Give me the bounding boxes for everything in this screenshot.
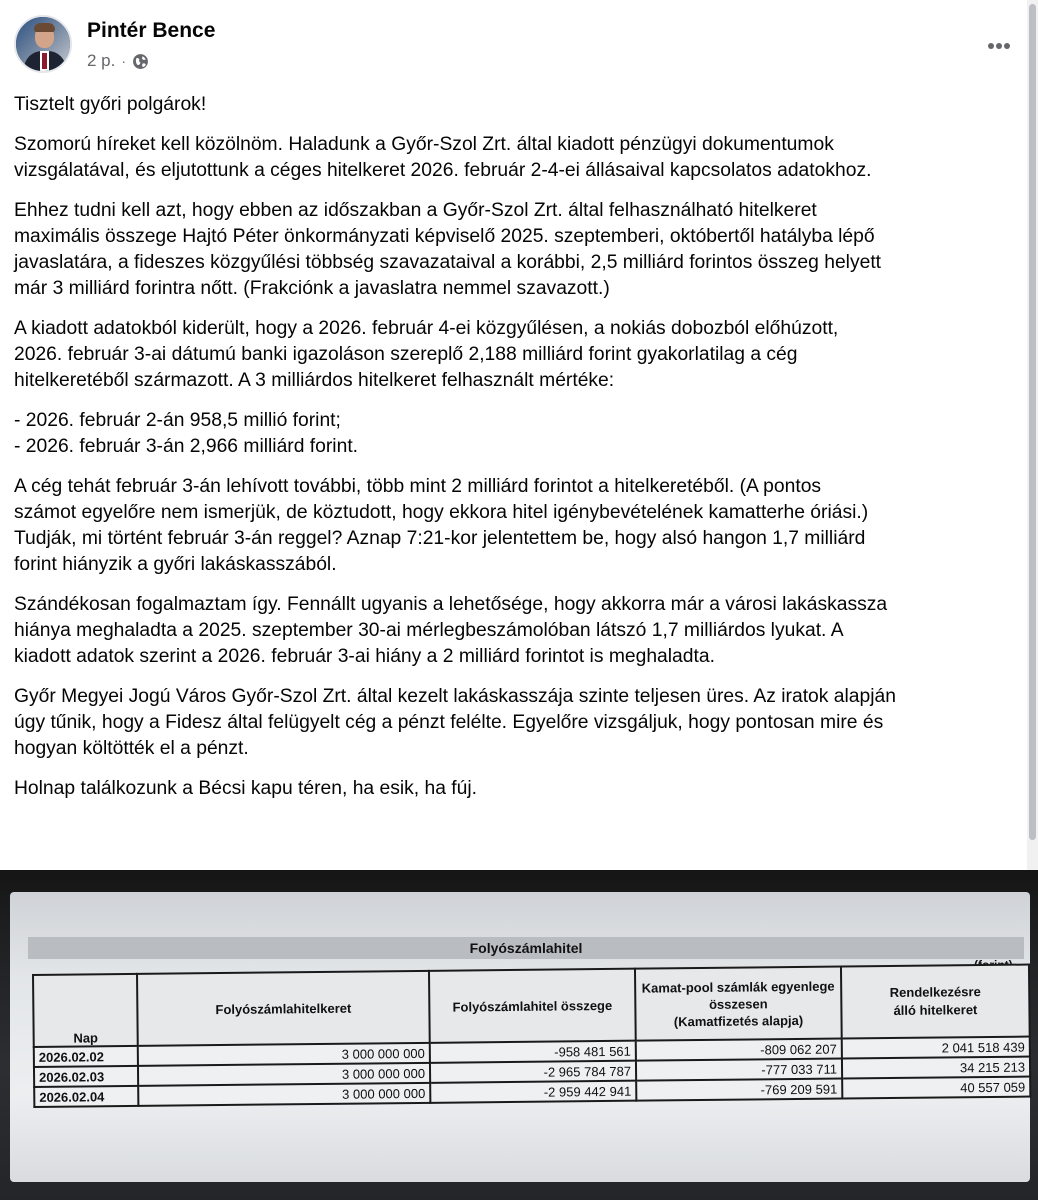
more-icon[interactable] [984,36,1014,56]
post-text [14,92,1019,816]
post-paragraph [14,92,1019,118]
cell-limit: 3 000 000 000 [138,1063,430,1086]
scrollbar[interactable] [1027,0,1038,870]
header-available [841,965,1030,1039]
post-text-line: - 2026. február 2-án 958,5 millió forint; [14,410,341,431]
cell-day: 2026.02.04 [34,1086,138,1107]
header-pool [635,967,842,1041]
header-available-line2: álló hitelkeret [893,1002,978,1018]
credit-table [32,964,1031,1108]
cell-pool: -769 209 591 [636,1079,842,1101]
table-title: Folyószámlahitel [28,937,1024,959]
header-day: Nap [33,974,138,1047]
post-text-line: javaslatára, a fideszes közgyűlési többség szavazataival a korábbi, 2,5 milliárd forintos összeg helyett [14,252,882,273]
post-paragraph [14,132,1019,184]
post-text-line: Szomorú híreket kell közölnöm. Haladunk a Győr-Szol Zrt. által kiadott pénzügyi dokumentumok [14,134,834,155]
header-pool-line3: (Kamatfizetés alapja) [673,1012,804,1029]
post-text-line: forint hiányzik a győri lakáskasszából. [14,554,337,575]
post-text-line: Szándékosan fogalmaztam így. Fennállt ugyanis a lehetősége, hogy akkorra már a városi lakáskassza [14,594,888,615]
cell-balance: -2 965 784 787 [430,1061,636,1083]
post-paragraph [14,316,1019,394]
cell-limit: 3 000 000 000 [138,1083,430,1106]
cell-day: 2026.02.03 [34,1066,138,1087]
cell-limit: 3 000 000 000 [138,1043,430,1066]
scrollbar-thumb[interactable] [1029,4,1036,840]
post-text-line: már 3 milliárd forintra nőtt. (Frakciónk a javaslatra nemmel szavazott.) [14,278,610,299]
globe-icon[interactable] [132,53,149,70]
post-text-line: Tudják, mi történt február 3-án reggel? Aznap 7:21-kor jelentettem be, hogy alsó hangon 1,7 milliárd [14,528,866,549]
post-text-line: hitelkeretéből származott. A 3 milliárdos hitelkeret felhasznált mértéke: [14,370,615,391]
post-text-line: hogyan költötték el a pénzt. [14,738,249,759]
post-paragraph [14,592,1019,670]
post-text-line: vizsgálatával, és eljutottunk a céges hitelkeret 2026. február 2-4-ei állásaival kapcsolatos adatokhoz. [14,160,872,181]
cell-pool: -809 062 207 [636,1039,842,1061]
post-paragraph [14,198,1019,302]
post-text-line: Tisztelt győri polgárok! [14,94,207,115]
post-paragraph [14,474,1019,578]
post-text-line: Holnap találkozunk a Bécsi kapu téren, ha esik, ha fúj. [14,778,478,799]
post-text-line: A cég tehát február 3-án lehívott további, több mint 2 milliárd forintot a hitelkeretéből. (A pontos [14,476,822,497]
cell-pool: -777 033 711 [636,1059,842,1081]
post-text-line: úgy tűnik, hogy a Fidesz által felügyelt cég a pénzt felélte. Egyelőre vizsgáljuk, hogy pontosan mire és [14,712,884,733]
meta-separator: · [121,53,127,69]
post-timestamp[interactable]: 2 p. [87,51,116,70]
cell-balance: -2 959 442 941 [430,1081,636,1103]
table-header-row [33,965,1030,1047]
post-text-line: hiánya meghaladta a 2025. szeptember 30-ai mérlegbeszámolóban látszó 1,7 milliárdos lyukat. A [14,620,844,641]
cell-available: 34 215 213 [842,1057,1030,1079]
cell-day: 2026.02.02 [34,1046,138,1067]
post-text-line: A kiadott adatokból kiderült, hogy a 2026. február 4-ei közgyűlésen, a nokiás dobozból előhúzott, [14,318,839,339]
post-text-line: maximális összege Hajtó Péter önkormányzati képviselő 2025. szeptemberi, októbertől hatályba lépő [14,226,875,247]
header-balance: Folyószámlahitel összege [429,969,636,1043]
post-text-line: Ehhez tudni kell azt, hogy ebben az időszakban a Győr-Szol Zrt. által felhasználható hitelkeret [14,200,817,221]
cell-available: 40 557 059 [842,1077,1030,1099]
cell-balance: -958 481 561 [430,1041,636,1063]
post-paragraph [14,408,1019,460]
header-pool-line1: Kamat-pool számlák egyenlege [641,978,835,996]
avatar[interactable] [14,15,72,73]
post-text-line: Győr Megyei Jogú Város Győr-Szol Zrt. által kezelt lakáskasszája szinte teljesen üres. Az iratok alapján [14,686,896,707]
post-meta [87,51,149,71]
post-author-name[interactable]: Pintér Bence [87,19,216,42]
post-paragraph [14,776,1019,802]
header-pool-line2: összesen [708,995,768,1012]
post-text-line: - 2026. február 3-án 2,966 milliárd forint. [14,436,359,457]
post-text-line: kiadott adatok szerint a 2026. február 3-ai hiány a 2 milliárd forintot is meghaladta. [14,646,715,667]
cell-available: 2 041 518 439 [842,1037,1030,1059]
header-limit: Folyószámlahitelkeret [137,971,430,1046]
post-paragraph [14,684,1019,762]
post-text-line: számot egyelőre nem ismerjük, de köztudott, hogy ekkora hitel igénybevételének kamatterhe óriási.) [14,502,869,523]
header-available-line1: Rendelkezésre [889,984,981,1001]
post-text-line: 2026. február 3-ai dátumú banki igazoláson szereplő 2,188 milliárd forint gyakorlatilag a cég [14,344,798,365]
